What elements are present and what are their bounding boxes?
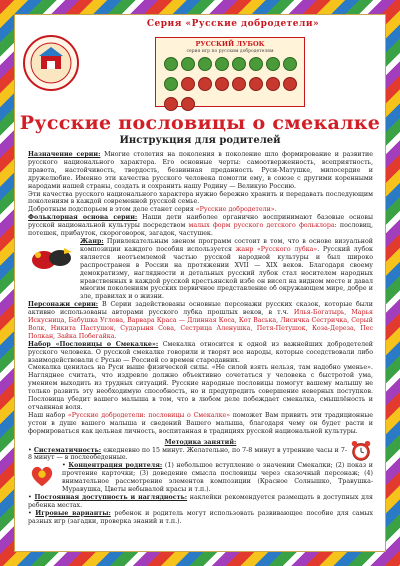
section-text: Эти качества русского национального характера нужно бережно хранить и передавать последующим поколениям в каждой современной русской семье. [28,190,373,206]
method-block [28,439,373,526]
method-text: (1) небольшое вступление о значении Смекалки; (2) показ и прочтение карточки; (3) доведение смысла пословицы через сказочный персонаж; (4) внимательное рассмотрение элементов композиции (Красное Солнышко, Травушка-Муравушка, Цветы небывалой красы и т.п.). [62,462,374,494]
logo-emblem-icon [23,35,79,91]
preview-card [266,57,280,71]
preview-card [198,57,212,71]
method-label: Систематичность: [33,446,102,454]
section-accent: жанр «Русского лубка» [235,245,318,253]
section-label: Фольклорная основа серии: [28,214,138,222]
method-item: • Систематичность: ежедневно по 15 минут. Желательно, по 7-8 минут в утренние часы и 7-8 минут — в послеобеденные. [28,446,348,462]
preview-card [215,77,229,91]
preview-card [283,77,297,91]
method-text: наклейки рекомендуется размещать в доступных для ребенка местах. [28,493,373,509]
preview-card [266,77,280,91]
section-text: Многие столетия на поколения в поколение шло формирование и развитие русского национального характера. Его основные черты: самоотверженность, всеприятность, правота, настойчивость, твердость, безвинная преданность Руси-Матушке, милосердие и дружелюбие. Именно эти качества русского человека помогли ему, в союзе с другими коренными народами нашей страны, создать и сохранить нашу Родину — Великую Россию. [28,151,373,190]
method-label: Игровые варианты: [35,509,111,517]
section-text: Смекалка относится к одной из важнейших добродетелей русского человека. О русской смекалке говорили и творят все народы, которые соседствовали либо взаимодействовали с Русью — Россией со времен стародавних. [28,340,373,364]
preview-card [181,97,195,111]
method-label: Концентрация родителя: [68,462,163,470]
section-accent: малых форм русского детского фольклора [188,222,335,230]
method-item: • Игровые варианты: ребенок и родитель могут использовать развивающее пособие для самых разных игр (загадки, проверка знаний и т.п.). [28,509,373,525]
section-text: Смекалка ценилась на Руси выше физической силы. «Не силой взять нельзя, там надобно уменье». Нагляднее считать, что издревле должно объективно сочетаться у человека с быстротой ума, умением выходить из трудных ситуаций. Русские народные пословицы помогут вашему малышу не только развить эту необходимую способность, но и предупредить совершение неверных поступков. Пословица убедит вашего малыша в том, что в любом деле побеждает смекалка, смышлёность и отчаянная воля. [28,364,373,411]
document-sheet [14,14,386,552]
section-text: Привлекательным звеном программ состоит в том, что в основе визуальной композиции каждого пособия используется [80,237,373,253]
section-text: поможет Вам привить эти традиционные устои в душе вашего малыша и сведений Вашего малыша, благодаря чему он будет расти и формироваться как цельная личность, воспитанная в традициях русской национальной культуры. [28,411,373,435]
section-zhanr [28,238,373,301]
section-label: Назначение серии: [28,151,101,158]
preview-card [249,57,263,71]
preview-card [164,77,178,91]
method-label: Постоянная доступность и наглядность: [34,493,188,501]
section-smekalka [28,364,373,411]
section-folklor [28,214,373,238]
preview-card [283,57,297,71]
section-personazhi [28,301,373,341]
preview-card [215,57,229,71]
section-text: Наш набор [28,411,68,419]
section-naznachenie [28,151,373,191]
preview-card-grid [162,56,300,116]
instruction-body [28,151,373,526]
section-label: Набор «Пословицы о Смекалке»: [28,340,159,348]
section-label: Жанр: [80,237,104,245]
section-text: . Русский лубок является неотъемлемой частью русской народной культуры и был широко распространен в России на протяжении XVII — XIX веков. Благодаря своему демократизму, наглядности и детальных русский лубок стал носителем народных нравственных в каждой русской крестьянской избе он висел на видном месте и давал многим поколениям русских первичное представление об окружающем мире, добре и зле, правилах и о жизни. [80,245,373,301]
preview-card [198,77,212,91]
section-dobro [28,206,373,214]
section-text: В Серии задействованы основные персонажи русских сказок, которые были активно использованы авторами русского лубка прошлых веков, в т.ч. [28,301,374,317]
section-text: Наши дети наиболее органично воспринимают базовые основы русской национальной культуры посредством [28,214,373,230]
preview-subtitle: серия игр по русским добродетелям [186,49,274,54]
preview-card [232,57,246,71]
section-accent: «Русские добродетели». [195,206,277,214]
lubok-birds-icon [28,238,76,278]
series-label: Серия «Русские добродетели» [146,19,320,29]
section-label: Персонажи серии: [28,301,99,309]
page-subtitle: Инструкция для родителей [119,135,281,146]
section-text: Добротным подспорьем в этом деле станет серия [28,206,196,214]
method-item: • Постоянная доступность и наглядность: наклейки рекомендуется размещать в доступных для ребенка местах. [28,493,373,509]
preview-card [232,77,246,91]
game-preview [155,37,305,107]
preview-card [181,77,195,91]
section-accent: «Русские добродетели: пословицы о Смекалке» [67,411,231,419]
method-text: ребенок и родитель могут использовать развивающее пособие для самых разных игр (загадки, проверка знаний и т.п.). [28,509,373,525]
heart-brain-icon [28,462,56,490]
preview-card [181,57,195,71]
preview-card [164,97,178,111]
section-accent: Илья-Богатырь, Марья Искусница, Бабушка Углова, Варвара Краса — Длинная Коса, Кот Васька, Лисичка Сестричка, Серый Волк, Никита Пастушок, Сударыня Сова, Сестрица Аленушка, Петя-Петушок, Коза-Дереза, Пес Полкан, Зайка Побегайка. [28,309,373,340]
preview-card [249,77,263,91]
method-item: • Концентрация родителя: (1) небольшое вступление о значении Смекалки; (2) показ и прочтение карточки; (3) доведение смысла пословицы через сказочный персонаж; (4) внимательное рассмотрение элементов композиции (Красное Солнышко, Травушка-Муравушка, Цветы небывалой красы и т.п.). [28,462,373,494]
page-title: Русские пословицы о смекалке [19,112,381,134]
section-text: : пословиц, потешек, прибауток, скороговорок, загадок, частушек. [28,222,373,238]
section-nabor [28,341,373,365]
method-text: ежедневно по 15 минут. Желательно, по 7-8 минут в утренние часы и 7-8 минут — в послеобеденные. [28,446,348,462]
alarm-clock-icon [349,439,373,463]
section-nash [28,412,373,436]
section-etot [28,191,373,207]
preview-title: РУССКИЙ ЛУБОК [195,40,265,48]
preview-card [164,57,178,71]
method-title: Методика занятий: [164,438,237,446]
